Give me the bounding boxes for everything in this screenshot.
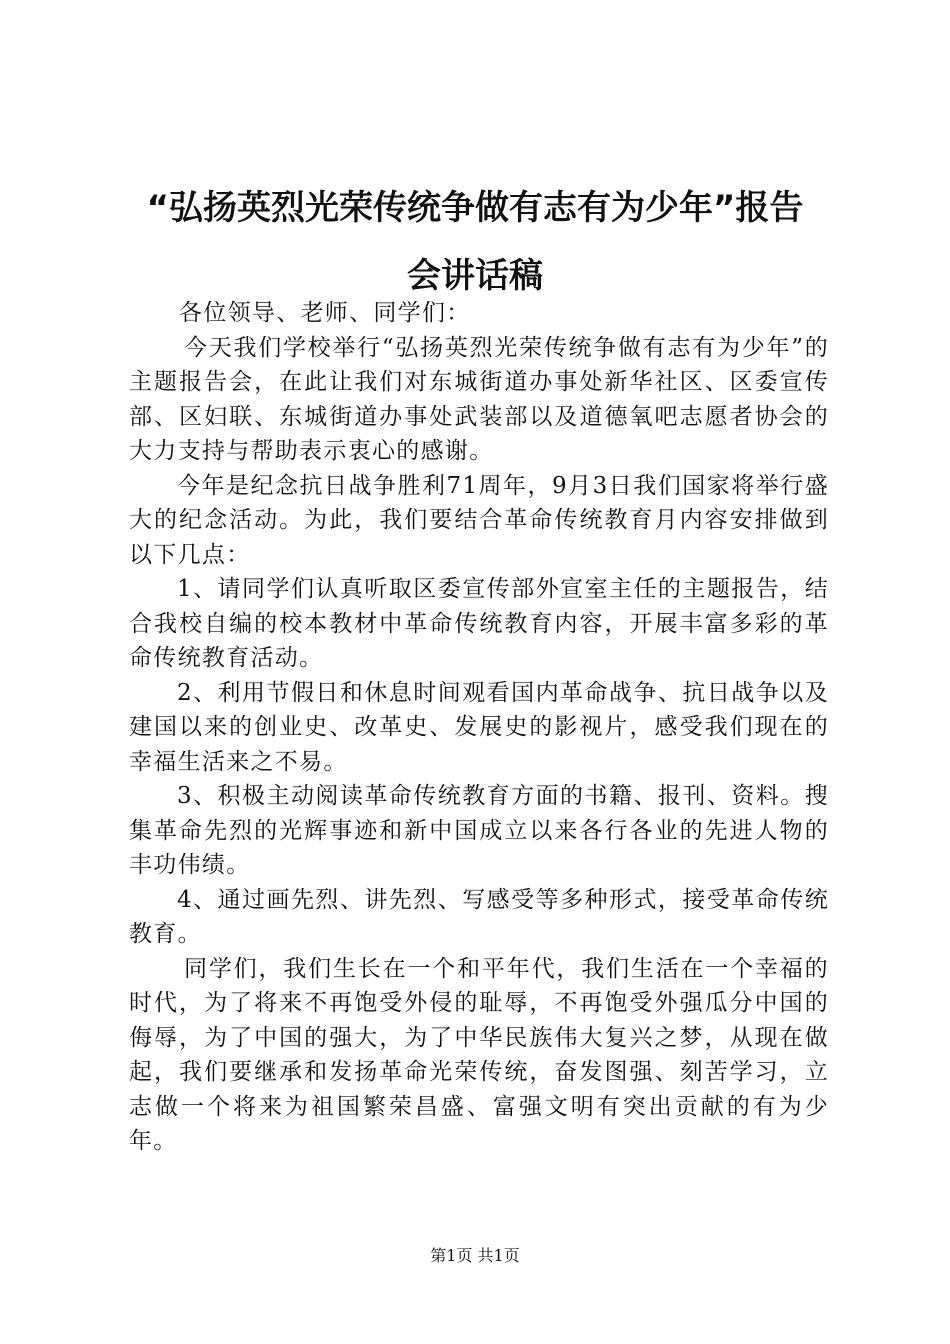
list-item-2: 2、利用节假日和休息时间观看国内革命战争、抗日战争以及建国以来的创业史、改革史、发展史的影视片，感受我们现在的幸福生活来之不易。 [129,679,829,775]
list-item-4: 4、通过画先烈、讲先烈、写感受等多种形式，接受革命传统教育。 [129,886,829,947]
list-item-1: 1、请同学们认真听取区委宣传部外宣室主任的主题报告，结合我校自编的校本教材中革命传统教育内容，开展丰富多彩的革命传统教育活动。 [129,576,829,671]
title-line-1: “弘扬英烈光荣传统争做有志有为少年”报告 [146,188,804,228]
paragraph-anniversary: 今年是纪念抗日战争胜利71周年，9月3日我们国家将举行盛大的纪念活动。为此，我们要结合革命传统教育月内容安排做到以下几点： [129,472,829,568]
page-footer: 第1页 共1页 [430,1246,520,1265]
document-body [129,296,829,1159]
document-title [120,174,830,310]
list-item-3: 3、积极主动阅读革命传统教育方面的书籍、报刊、资料。搜集革命先烈的光辉事迹和新中国成立以来各行各业的先进人物的丰功伟绩。 [129,783,829,878]
salutation: 各位领导、老师、同学们： [179,300,471,326]
paragraph-opening: 今天我们学校举行“弘扬英烈光荣传统争做有志有为少年”的主题报告会，在此让我们对东城街道办事处新华社区、区委宣传部、区妇联、东城街道办事处武装部以及道德氧吧志愿者协会的大力支持与帮助表示衷心的感谢。 [129,334,829,464]
title-line-2: 会讲话稿 [407,256,543,296]
paragraph-closing: 同学们，我们生长在一个和平年代，我们生活在一个幸福的时代，为了将来不再饱受外侵的耻辱，不再饱受外强瓜分中国的侮辱，为了中国的强大，为了中华民族伟大复兴之梦，从现在做起，我们要继承和发扬革命光荣传统，奋发图强、刻苦学习，立志做一个将来为祖国繁荣昌盛、富强文明有突出贡献的有为少年。 [129,955,829,1154]
